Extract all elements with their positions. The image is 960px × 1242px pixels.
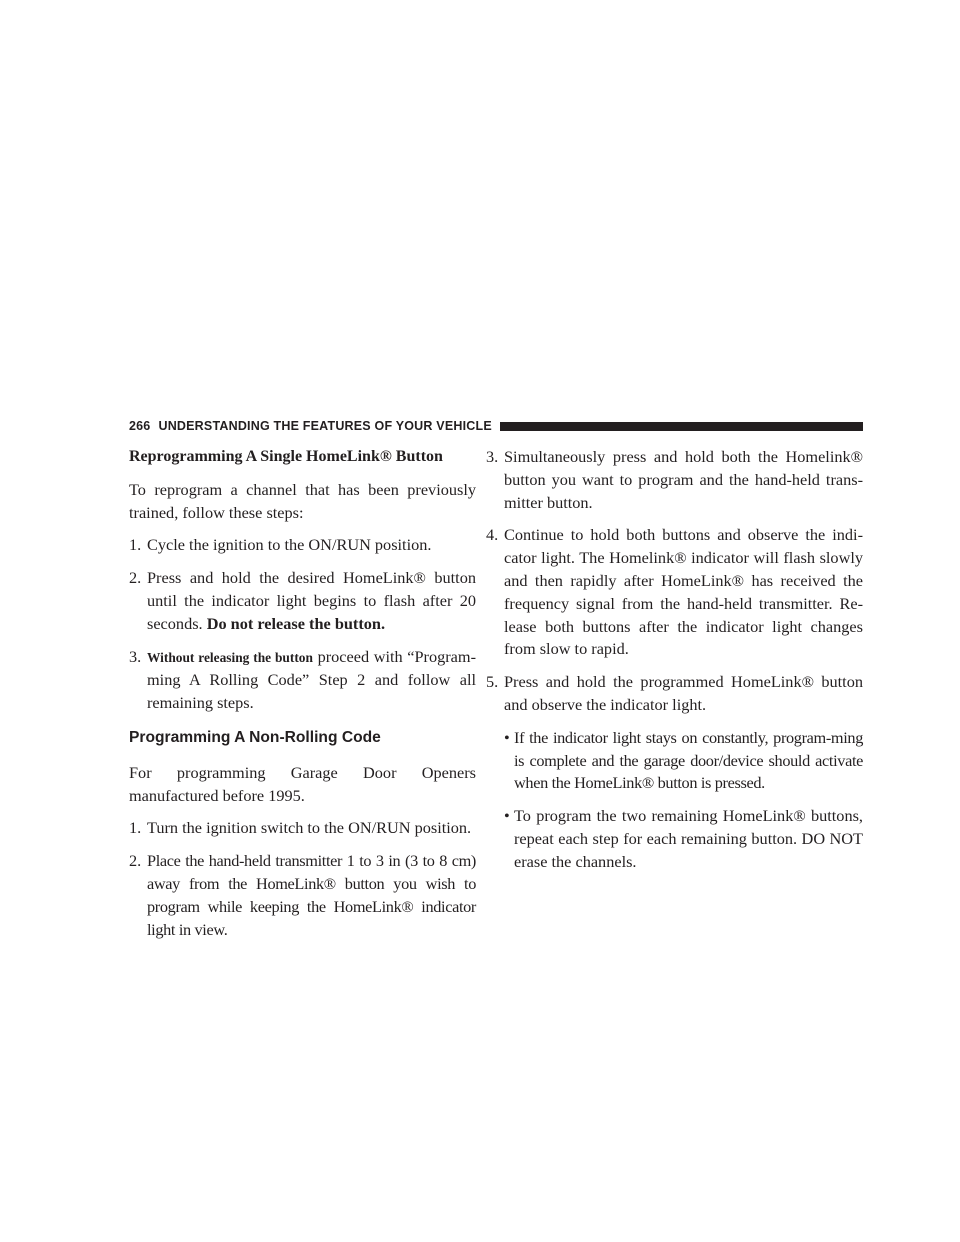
nonrolling-step-1: 1. Turn the ignition switch to the ON/RUN position.	[129, 818, 472, 838]
right-column	[486, 446, 863, 884]
header-rule	[500, 422, 863, 431]
page-number: 266	[129, 419, 151, 433]
reprogram-step-2-text: Press and hold the desired HomeLink® button until the indicator light begins to flash after 20 seconds.	[147, 568, 476, 633]
nonrolling-title: Programming A Non-Rolling Code	[129, 728, 381, 746]
reprogram-step-3: 3. Without releasing the button proceed with “Program-ming A Rolling Code” Step 2 and follow all remaining steps.	[129, 646, 476, 713]
reprogram-step-3-text: proceed with “Program-ming A Rolling Code” Step 2 and follow all remaining steps.	[147, 646, 476, 713]
page-header	[129, 418, 863, 434]
nonrolling-step-2: 2. Place the hand-held transmitter 1 to 3 in (3 to 8 cm) away from the HomeLink® button you wish to program while keeping the HomeLink® indicator light in view.	[129, 851, 476, 939]
nonrolling-intro: For programming Garage Door Openers manufactured before 1995.	[129, 762, 476, 805]
reprogram-intro: To reprogram a channel that has been previously trained, follow these steps:	[129, 479, 476, 522]
bullet-icon: •	[504, 806, 510, 826]
left-column	[129, 446, 476, 951]
nonrolling-step-3: 3. Simultaneously press and hold both the Homelink® button you want to program and the hand-held trans-mitter button.	[486, 447, 863, 512]
section-title: UNDERSTANDING THE FEATURES OF YOUR VEHICLE	[158, 419, 492, 433]
bullet-item: • If the indicator light stays on constantly, program-ming is complete and the garage door/device should activate when the HomeLink® button is pressed.	[504, 727, 863, 795]
nonrolling-step-5: 5. Press and hold the programmed HomeLink® button and observe the indicator light.	[486, 672, 863, 714]
nonrolling-step-4: 4. Continue to hold both buttons and observe the indi-cator light. The Homelink® indicator will flash slowly and then rapidly after HomeLink® has received the frequency signal from the hand-held transmitter. Re-lease both buttons after the indicator light changes from slow to rapid.	[486, 525, 863, 659]
reprogram-title: Reprogramming A Single HomeLink® Button	[129, 448, 443, 465]
bullet-item: • To program the two remaining HomeLink® buttons, repeat each step for each remaining button. DO NOT erase the channels.	[504, 805, 863, 873]
bullet-icon: •	[504, 727, 510, 747]
reprogram-step-2-warning: Do not release the button.	[206, 613, 386, 633]
reprogram-step-3-lead: Without releasing the button	[147, 649, 313, 665]
reprogram-step-2: 2. Press and hold the desired HomeLink® button until the indicator light begins to flash after 20 seconds. Do not release the button.	[129, 568, 476, 633]
reprogram-step-1: 1. Cycle the ignition to the ON/RUN position.	[129, 535, 432, 555]
